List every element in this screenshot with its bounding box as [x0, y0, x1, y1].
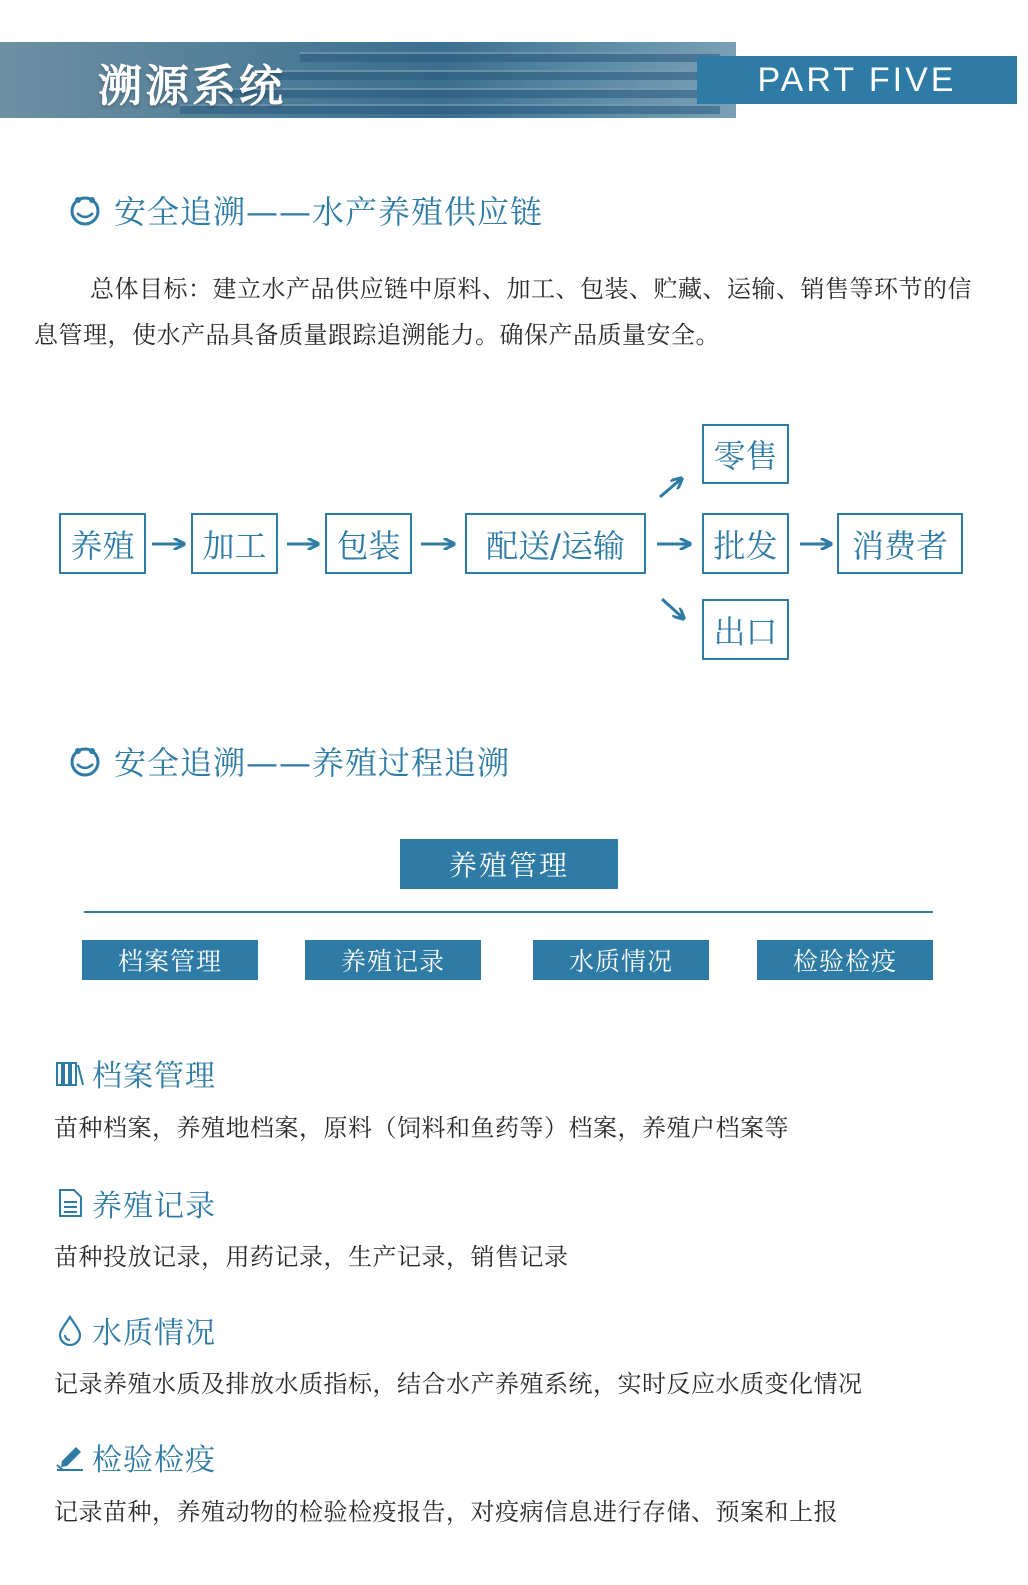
- arrow-up-right: [660, 479, 681, 497]
- banner-title: 溯源系统: [98, 61, 286, 112]
- flow-node-breeding: 养殖: [59, 513, 146, 574]
- water-drop-icon: [54, 1314, 86, 1346]
- detail-desc-archives: 苗种档案，养殖地档案，原料（饲料和鱼药等）档案，养殖户档案等: [54, 1114, 789, 1142]
- flow-node-packaging: 包装: [325, 513, 412, 574]
- detail-title: 水质情况: [92, 1316, 216, 1351]
- flow-node-wholesale: 批发: [702, 513, 789, 574]
- flow-node-distribution: 配送/运输: [465, 513, 646, 574]
- detail-title: 检验检疫: [92, 1443, 216, 1478]
- flow-node-processing: 加工: [191, 513, 278, 574]
- management-child-water: 水质情况: [533, 940, 709, 980]
- flow-node-consumer: 消费者: [837, 513, 963, 574]
- flow-arrows: [0, 0, 1028, 700]
- detail-title: 养殖记录: [92, 1189, 216, 1224]
- detail-title: 档案管理: [92, 1059, 216, 1094]
- management-child-inspection: 检验检疫: [757, 940, 933, 980]
- management-child-records: 养殖记录: [305, 940, 481, 980]
- detail-desc-water: 记录养殖水质及排放水质指标，结合水产养殖系统，实时反应水质变化情况: [54, 1370, 863, 1398]
- books-icon: [54, 1057, 86, 1089]
- part-tag: PART FIVE: [697, 56, 1017, 104]
- detail-desc-records: 苗种投放记录，用药记录，生产记录，销售记录: [54, 1243, 569, 1271]
- management-divider: [84, 911, 933, 913]
- pen-inspect-icon: [54, 1441, 86, 1473]
- management-child-archives: 档案管理: [82, 940, 258, 980]
- flow-node-export: 出口: [702, 599, 789, 660]
- flow-node-retail: 零售: [702, 424, 789, 484]
- section-heading-text: 安全追溯——水产养殖供应链: [114, 193, 544, 231]
- detail-heading-archives: [54, 1053, 216, 1093]
- intro-paragraph: 总体目标：建立水产品供应链中原料、加工、包装、贮藏、运输、销售等环节的信息管理，使水产品具备质量跟踪追溯能力。确保产品质量安全。: [34, 275, 972, 349]
- section-heading-breeding-process: [68, 741, 510, 781]
- document-icon: [54, 1187, 86, 1219]
- section-heading-text: 安全追溯——养殖过程追溯: [114, 744, 511, 782]
- arrow-down-right: [662, 599, 683, 618]
- detail-heading-water: [54, 1310, 216, 1350]
- detail-heading-records: [54, 1183, 216, 1223]
- management-root: 养殖管理: [400, 839, 618, 889]
- fish-bowl-icon: [68, 744, 102, 778]
- detail-heading-inspection: [54, 1437, 216, 1477]
- detail-desc-inspection: 记录苗种，养殖动物的检验检疫报告，对疫病信息进行存储、预案和上报: [54, 1498, 838, 1526]
